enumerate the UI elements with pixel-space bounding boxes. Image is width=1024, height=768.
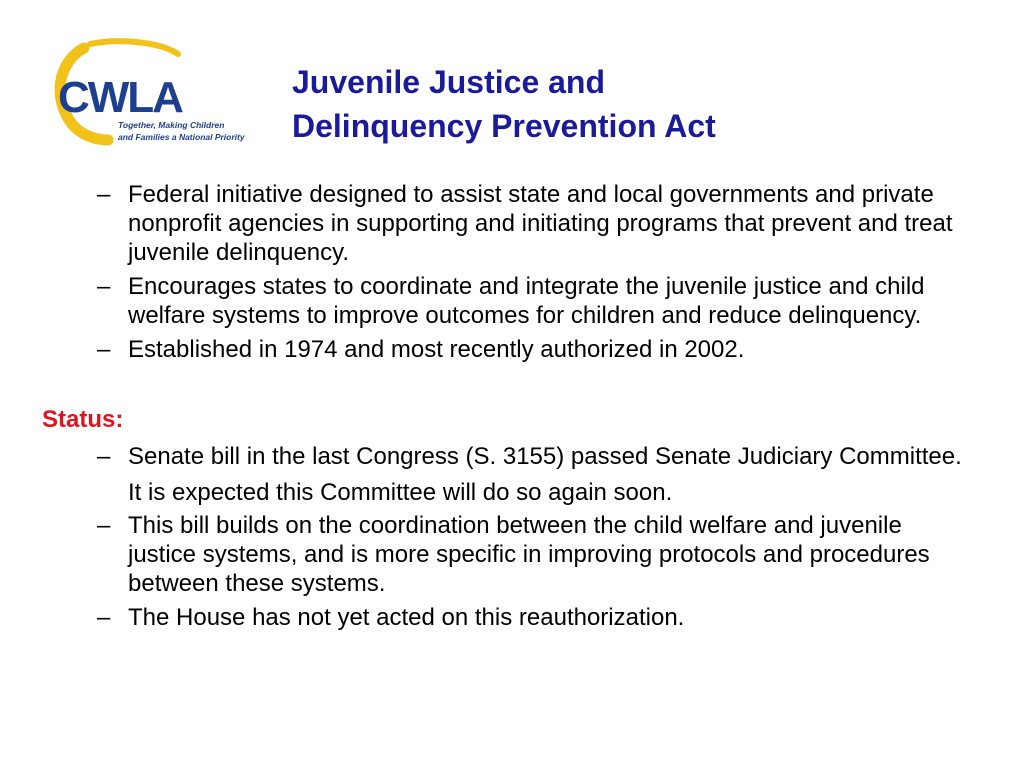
logo-swoosh-top-icon — [90, 41, 178, 54]
bullet-item: – Encourages states to coordinate and integrate the juvenile justice and child welfare systems to improve outcomes for children and reduce delinquency. — [128, 272, 968, 330]
slide-title-line1: Juvenile Justice and — [292, 64, 606, 100]
bullet-item: – Established in 1974 and most recently authorized in 2002. — [128, 335, 968, 364]
status-item: – The House has not yet acted on this reauthorization. — [128, 603, 968, 632]
cwla-logo-graphic — [50, 40, 245, 152]
slide-title-line2: Delinquency Prevention Act — [292, 108, 716, 144]
bullet-item: – Federal initiative designed to assist state and local governments and private nonprofit agencies in supporting and initiating programs that prevent and treat juvenile delinquency. — [128, 180, 968, 267]
slide-body — [0, 180, 1024, 632]
status-label: Status: — [42, 406, 124, 433]
logo-wordmark: CWLA — [58, 73, 182, 122]
logo-tagline-line2: and Families a National Priority — [118, 132, 245, 142]
status-item: – This bill builds on the coordination between the child welfare and juvenile justice systems, and is more specific in improving protocols and procedures between these systems. — [128, 511, 968, 598]
status-item: – Senate bill in the last Congress (S. 3155) passed Senate Judiciary Committee. It is expected this Committee will do so again soon. — [128, 439, 968, 511]
slide-title — [292, 60, 716, 148]
logo-tagline-line1: Together, Making Children — [118, 120, 225, 130]
cwla-logo — [50, 40, 245, 152]
